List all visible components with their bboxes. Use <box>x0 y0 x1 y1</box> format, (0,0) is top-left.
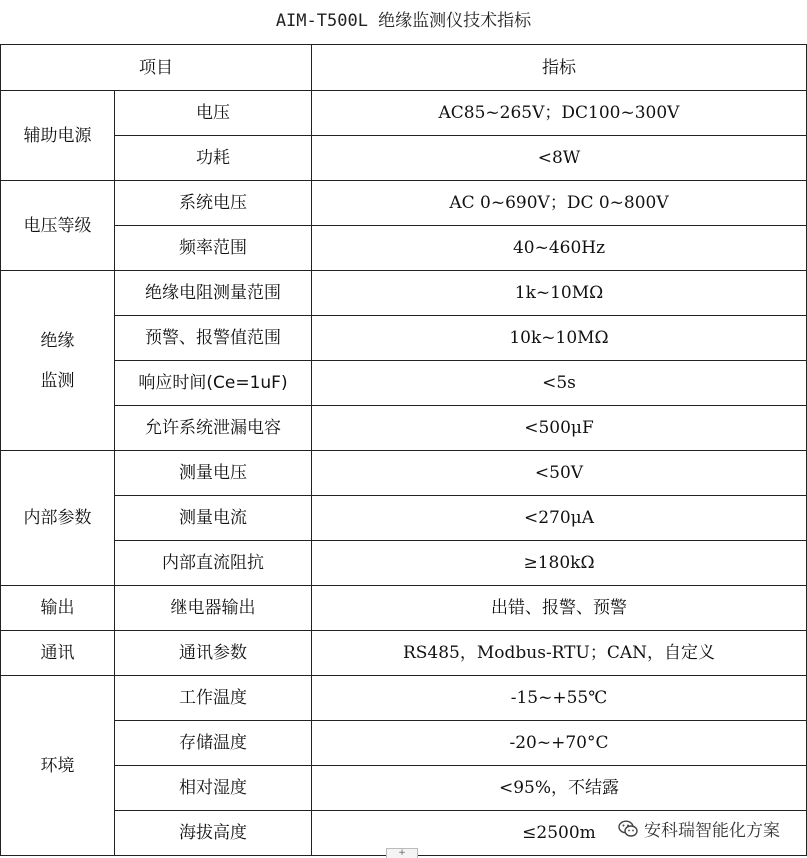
param-cell: 预警、报警值范围 <box>115 316 312 361</box>
param-cell: 通讯参数 <box>115 631 312 676</box>
value-cell: -20~+70°C <box>312 721 807 766</box>
param-cell: 允许系统泄漏电容 <box>115 406 312 451</box>
table-row <box>1 181 807 226</box>
category-aux-power: 辅助电源 <box>1 91 115 181</box>
value-cell: AC85~265V；DC100~300V <box>312 91 807 136</box>
watermark-text: 安科瑞智能化方案 <box>644 821 780 841</box>
param-cell: 系统电压 <box>115 181 312 226</box>
param-cell: 继电器输出 <box>115 586 312 631</box>
value-cell: <8W <box>312 136 807 181</box>
header-item: 项目 <box>1 45 312 91</box>
table-row <box>1 361 807 406</box>
param-cell: 测量电流 <box>115 496 312 541</box>
param-cell: 频率范围 <box>115 226 312 271</box>
value-cell: <5s <box>312 361 807 406</box>
value-cell: 出错、报警、预警 <box>312 586 807 631</box>
page-title: AIM-T500L 绝缘监测仪技术指标 <box>275 11 532 31</box>
table-row <box>1 91 807 136</box>
value-cell: RS485，Modbus-RTU；CAN，自定义 <box>312 631 807 676</box>
param-cell: 电压 <box>115 91 312 136</box>
table-row <box>1 226 807 271</box>
table-row <box>1 721 807 766</box>
table-row <box>1 586 807 631</box>
value-cell: 10k~10MΩ <box>312 316 807 361</box>
param-cell: 功耗 <box>115 136 312 181</box>
value-cell: AC 0~690V；DC 0~800V <box>312 181 807 226</box>
category-output: 输出 <box>1 586 115 631</box>
value-cell: <500μF <box>312 406 807 451</box>
param-cell: 内部直流阻抗 <box>115 541 312 586</box>
category-environment: 环境 <box>1 676 115 856</box>
value-cell: <50V <box>312 451 807 496</box>
table-row <box>1 541 807 586</box>
watermark <box>615 815 783 842</box>
param-cell: 存储温度 <box>115 721 312 766</box>
scroll-tab[interactable]: + <box>386 848 418 858</box>
table-row <box>1 136 807 181</box>
value-cell: <270μA <box>312 496 807 541</box>
value-cell: ≥180kΩ <box>312 541 807 586</box>
table-row <box>1 676 807 721</box>
value-cell: ≤2500m <box>312 811 807 856</box>
table-row <box>1 316 807 361</box>
header-spec: 指标 <box>312 45 807 91</box>
table-row <box>1 631 807 676</box>
param-cell: 响应时间(Ce=1uF) <box>115 361 312 406</box>
table-row <box>1 406 807 451</box>
table-row <box>1 271 807 316</box>
param-cell: 海拔高度 <box>115 811 312 856</box>
category-insulation-monitoring <box>1 271 115 451</box>
param-cell: 相对湿度 <box>115 766 312 811</box>
wechat-icon <box>618 820 638 838</box>
category-internal-params: 内部参数 <box>1 451 115 586</box>
value-cell: 1k~10MΩ <box>312 271 807 316</box>
value-cell: -15~+55℃ <box>312 676 807 721</box>
table-row <box>1 766 807 811</box>
param-cell: 工作温度 <box>115 676 312 721</box>
table-row <box>1 496 807 541</box>
value-cell: <95%，不结露 <box>312 766 807 811</box>
value-cell: 40~460Hz <box>312 226 807 271</box>
table-header-row <box>1 45 807 91</box>
spec-table <box>0 44 807 856</box>
param-cell: 测量电压 <box>115 451 312 496</box>
category-voltage-level: 电压等级 <box>1 181 115 271</box>
param-cell: 绝缘电阻测量范围 <box>115 271 312 316</box>
category-communication: 通讯 <box>1 631 115 676</box>
category-line: 绝缘 <box>40 330 75 351</box>
category-line: 监测 <box>40 370 75 391</box>
table-row <box>1 451 807 496</box>
